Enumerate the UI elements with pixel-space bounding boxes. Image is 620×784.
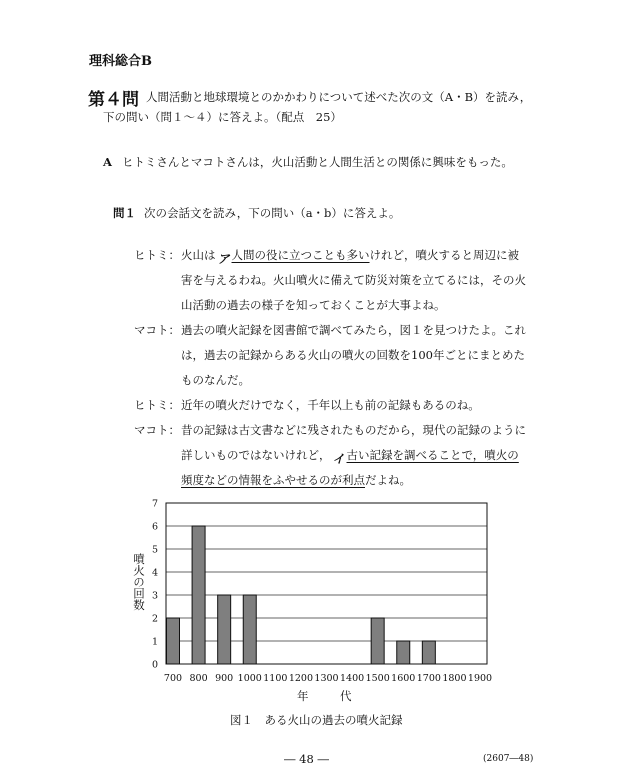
underlined-phrase-i: 古い記録を調べることで，噴火の [346,448,519,462]
bar [218,595,231,664]
x-tick-label: 1000 [237,673,262,684]
question-intro-line1: 人間活動と地球環境とのかかわりについて述べた次の文（A・B）を読み， [146,90,532,104]
speaker-hitomi-2: ヒトミ： [134,398,180,412]
question-number: 第４問 [88,90,139,110]
page-number: ― 48 ― [284,752,329,766]
dialogue-line: 火山は ア 人間の役に立つことも多いけれど，噴火すると周辺に被 [181,248,520,266]
chart-frame [166,503,487,664]
x-tick-label: 1900 [467,673,493,684]
underline-mark-a: ア [217,252,230,266]
bar [192,526,205,664]
x-tick-label: 800 [189,673,208,684]
underlined-phrase-a: 人間の役に立つことも多い [231,248,370,262]
x-tick-label: 1100 [263,673,288,684]
y-tick-label: 2 [151,613,158,625]
underline-mark-i: イ [332,452,345,466]
y-tick-label: 1 [151,636,158,648]
bar [243,595,256,664]
question-1-text: 次の会話文を読み，下の問い（a・b）に答えよ。 [144,206,401,220]
dialogue-line: 山活動の過去の様子を知っておくことが大事よね。 [181,298,446,312]
y-tick-label: 6 [151,521,158,533]
dialogue-line: は，過去の記録からある火山の噴火の回数を100年ごとにまとめた [181,348,525,362]
page-code: (2607―48) [483,754,534,764]
dialogue-line: 害を与えるわね。火山噴火に備えて防災対策を立てるには，その火 [181,273,526,287]
bar [371,618,384,664]
question-1-label: 問１ [113,206,136,220]
x-tick-label: 1200 [288,673,314,684]
speaker-hitomi-1: ヒトミ： [134,248,180,262]
speaker-makoto-2: マコト： [134,423,180,437]
x-tick-label: 700 [163,673,183,684]
y-tick-label: 0 [151,659,158,671]
x-tick-label: 900 [215,673,234,684]
bar [167,618,180,664]
x-tick-label: 1600 [391,673,416,684]
section-a-text: ヒトミさんとマコトさんは，火山活動と人間生活との関係に興味をもった。 [121,155,513,169]
y-tick-label: 3 [151,590,158,602]
chart-x-title: 年 代 [297,689,362,703]
chart-y-label: 噴火の回数 [132,553,146,611]
dialogue-line: 近年の噴火だけでなく，千年以上も前の記録もあるのね。 [181,398,480,412]
figure-caption: 図１ ある火山の過去の噴火記録 [230,713,403,727]
y-tick-label: 4 [151,567,158,579]
dialogue-line: 頻度などの情報をふやせるのが利点だよね。 [181,473,411,487]
question-intro-line2: 下の問い（問１～４）に答えよ。（配点 25） [103,110,342,124]
bar [397,641,410,664]
underlined-phrase-i-cont: 頻度などの情報をふやせるのが利点 [181,473,365,487]
speaker-makoto-1: マコト： [134,323,180,337]
x-tick-label: 1300 [314,673,339,684]
dialogue-line: 昔の記録は古文書などに残されたものだから，現代の記録のように [181,423,526,437]
y-tick-label: 5 [151,544,158,556]
section-a-label: A [103,155,112,169]
dialogue-line: ものなんだ。 [181,373,250,387]
x-tick-label: 1800 [442,673,467,684]
dialogue-line: 詳しいものではないけれど， イ 古い記録を調べることで，噴火の [181,448,519,466]
subject-header: 理科総合B [89,54,152,69]
dialogue-line: 過去の噴火記録を図書館で調べてみたら，図１を見つけたよ。これ [181,323,526,337]
x-tick-label: 1500 [365,673,390,684]
x-tick-label: 1700 [416,673,441,684]
x-tick-label: 1400 [339,673,365,684]
bar [422,641,435,664]
y-tick-label: 7 [151,498,158,510]
